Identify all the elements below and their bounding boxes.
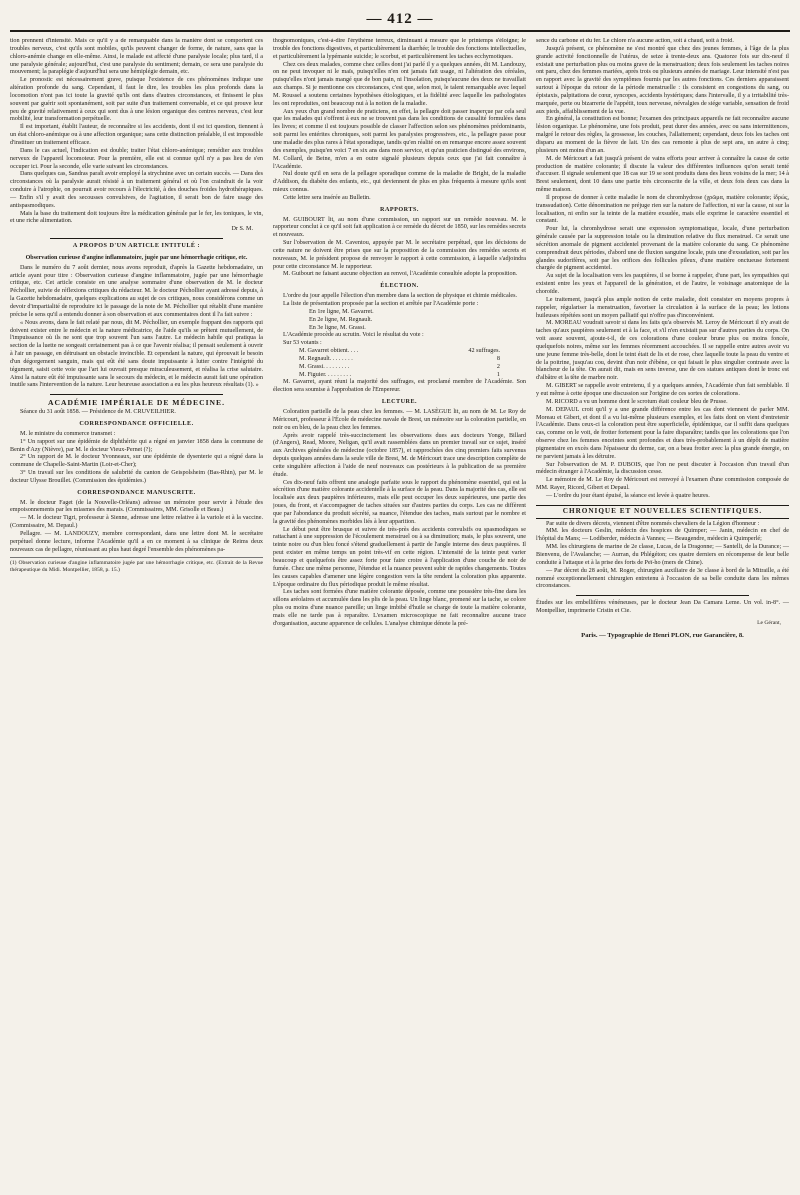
column-middle — [273, 38, 526, 1168]
paragraph: Nul doute qu'il en sera de la pellagre sporadique comme de la maladie de Bright, de la maladie d'Addison, du diabète des enfants, etc., qui deviennent de plus en plus fréquents à mesure qu'ils sont mieux connus. — [273, 171, 526, 194]
paragraph: Le traitement, jusqu'à plus ample notion de cette maladie, doit consister en moyens propres à rappeler, régulariser la menstruation, favoriser la circulation à la surface de la peau; les lotions huileuses répétées sont un moyen palliatif qui n'offre pas d'inconvénient. — [536, 296, 789, 319]
vote-name: M. Grassi. . . . . . . . . — [299, 363, 350, 370]
paragraph: M. de Méricourt a fait jusqu'à présent de vains efforts pour arriver à connaître la cause de cette production de matière colorante; il discute la valeur des différentes influences qu'on serait tenté d'accuser. Il signale seulement que 18 cas sur 19 se sont produits dans des lieux voisins de la mer; 14 à Brest seulement, dont 10 dans une partie très circonscrite de la ville, et deux fois deux cas dans la même maison. — [536, 155, 789, 194]
paragraph: Le pronostic est nécessairement grave, puisque l'existence de ces phénomènes indique une altération profonde du sang. Cependant, il faut le dire, les troubles les plus profonds dans la locomotion n'ont pas ici toute la gravité qu'ils ont dans d'autres circonstances, et finissent le plus souvent par guérir soit spontanément, soit par suite d'un traitement convenable, et ce qui prouve leur peu de gravité relativement à ceux qui sont dus à une lésion organique des centres nerveux, c'est leur mobilité, leur transformation perpétuelle. — [10, 77, 263, 123]
paragraph: Sur l'observation de M. P. DUBOIS, que l'on ne peut discuter à l'occasion d'un travail d'un médecin étranger à l'Académie, la discussion cesse. — [536, 461, 789, 476]
paragraph: MM. les docteurs Geslin, médecin des hospices de Quimper; — Janin, médecin en chef de l'hôpital du Mans; — Lodiberder, médecin à Vannes; — Beaugendre, médecin à Quimperlé; — [536, 528, 789, 543]
gerant-label: Le Gérant, — [757, 619, 781, 626]
vote-count: 2 — [496, 363, 500, 370]
column-right — [536, 38, 789, 1168]
paragraph: En général, la constitution est bonne; l'examen des principaux appareils ne fait reconnaître aucune lésion organique. Le phénomène, une fois produit, peut durer des années, avec ou sans intermittences, malgré le retour des règles, la grossesse, les couches, l'allaitement; cependant, deux fois les taches ont disparu au moment de la fièvre de lait. Un des cas remonte à plus de sept ans, un autre à cinq; plusieurs ont moins d'un an. — [536, 116, 789, 154]
paragraph: 2° Un rapport de M. le docteur Yvonneaux, sur une épidémie de dysenterie qui a régné dans la commune de Chapelle-Saint-Martin (Loir-et-Cher); — [10, 454, 263, 469]
book-notice: Études sur les embellifères vénéneuses, par le docteur Jean Da Camara Leme. Un vol. in-8°. — Montpellier, imprimerie Cristin et Cie. — [536, 600, 789, 615]
vote-name: M. Regnault. . . . . . . . — [299, 355, 353, 362]
paragraph: Dans quelques cas, Sandras paraît avoir employé la strychnine avec un certain succès. — Dans des circonstances où la paralysie aurait résisté à un traitement général et où l'on craindrait de la voir conduire à l'atrophie, on pourrait avoir recours à l'électricité, à des douches froides hydrothérapiques. — Enfin s'il y avait des secousses convulsives, de l'agitation, il serait bon de faire usage des antispasmodiques. — [10, 171, 263, 209]
vote-row — [273, 356, 526, 364]
paragraph: Au sujet de la localisation vers les paupières, il se borne à rappeler, d'une part, les sympathies qui existent entre les yeux et l'appareil de la génération, et de l'autre, le voisinage anatomique de la choroïde. — [536, 273, 789, 295]
paragraph: M. GUIBOURT lit, au nom d'une commission, un rapport sur un remède nouveau. M. le rapporteur conclut à ce qu'il soit fait application à ce remède du décret de 1850, sur les remèdes secrets et nouveaux. — [273, 216, 526, 239]
divider — [50, 238, 223, 239]
printer-imprint: Paris. — Typographie de Henri PLON, rue Garancière, 8. — [581, 631, 744, 639]
paragraph: L'Académie procède au scrutin. Voici le résultat du vote : — [283, 332, 424, 339]
paragraph: Coloration partielle de la peau chez les femmes. — M. LASÈGUE lit, au nom de M. Le Roy de Méricourt, professeur à l'École de médecine navale de Brest, un mémoire sur la coloration partielle, en noir ou en bleu, de la peau chez les femmes. — [273, 408, 526, 431]
paragraph: Après avoir rappelé très-succinctement les observations dues aux docteurs Yonge, Billard (d'Angers), Read, Moore, Neligan, qu'il avait rassemblées dans un premier travail sur ce sujet, inséré aux Archives générales de médecine (octobre 1857), et rapprochées des cinq premiers faits survenus depuis quelques années dans la seule ville de Brest, M. de Méricourt trace une description complète de cette singulière affection à l'aide de neuf nouveaux cas postérieurs à la publication de sa première étude. — [273, 432, 526, 478]
list-item: En 2e ligne, M. Regnault. — [309, 316, 373, 323]
subsection-title: ÉLECTION. — [380, 283, 419, 290]
footnote: (1) Observation curieuse d'angine inflammatoire jugée par une hémorrhagie critique, etc. (Extrait de la Revue thérapeutique du Midi. Montpellier, 1858, p. 15.) — [10, 557, 263, 574]
paragraph: thognomoniques, c'est-à-dire l'érythème terreux, diminuant à mesure que le printemps s'éloigne; le trouble des fonctions digestives, et particulièrement la diarrhée; le trouble des fonctions intellectuelles, et particulièrement la lypémanie suicide; le scorbut, et particulièrement les taches ecchymotiques. — [273, 38, 526, 60]
paragraph: M. le ministre du commerce transmet : — [20, 430, 116, 437]
paragraph: Ces dix-neuf faits offrent une analogie parfaite sous le rapport du phénomène essentiel, qui est la sécrétion d'une matière colorante accidentelle à la surface de la peau. Dans la majorité des cas, elle est localisée aux deux paupières inférieures, mais elle peut occuper les deux supérieures, une partie des joues, du front, et s'accompagner de taches situées sur d'autres parties du corps. Les cas ne diffèrent que par l'abondance du produit sécrété, sa nuance, l'étendue des taches, mais surtout par le nombre et la gravité des phénomènes morbides liés à leur apparition. — [273, 479, 526, 525]
list-item: En 3e ligne, M. Grassi. — [309, 324, 366, 331]
paragraph: tion prennent d'intensité. Mais ce qu'il y a de remarquable dans la manière dont se comportent ces troubles nerveux, c'est qu'ils sont mobiles, qu'ils peuvent changer de forme, de nature, sans que la chloro-anémie change en elle-même. Ainsi, le malade est affecté d'une paralysie locale; plus tard, il a une paralysie générale; aujourd'hui, c'est une paralysie du sentiment; demain, ce sera une paralysie du mouvement; la paraplégie d'aujourd'hui sera une hémiplégie demain, etc. — [10, 38, 263, 76]
newspaper-page — [10, 6, 790, 1176]
paragraph: Pellagre. — M. LANDOUZY, membre correspondant, dans une lettre dont M. le secrétaire perpétuel donne lecture, informe l'Académie qu'il a en ce moment à sa clinique de Reims deux nouveaux cas de pellagre, réunissant au plus haut degré l'ensemble des phénomènes pa- — [10, 530, 263, 553]
paragraph: sence du carbone et du fer. Le chlore n'a aucune action, soit à chaud, soit à froid. — [536, 38, 734, 44]
paragraph: 3° Un travail sur les conditions de salubrité du canton de Geispolsheim (Bas-Rhin), par M. le docteur Ulysse Brouillet. (Commission des épidémies.) — [10, 470, 263, 484]
paragraph: Il propose de donner à cette maladie le nom de chromhydrose (χρῶμα, matière colorante; ἱδρώς, transsudation). Cette dénomination ne préjuge rien sur la nature de l'affection, ni sur la cause, ni sur la localisation, ni enfin sur la teinte de la matière exsudée, mais elle exprime le caractère essentiel et constant. — [536, 194, 789, 225]
vote-row — [273, 348, 526, 356]
paragraph: Par suite de divers décrets, viennent d'être nommés chevaliers de la Légion d'honneur : — [546, 520, 760, 527]
paragraph: — Par décret du 28 août, M. Roger, chirurgien auxiliaire de 3e classe à bord de la Mitraille, a été nommé exceptionnellement chirurgien entretenu à l'occasion de sa belle conduite dans les mêmes circonstances. — [536, 567, 789, 590]
paragraph: 1° Un rapport sur une épidémie de diphthérite qui a régné en janvier 1858 dans la commune de Benin d'Azy (Nièvre), par M. le docteur Vieux-Pernet (?); — [10, 438, 263, 453]
paragraph: Dans le numéro du 7 août dernier, nous avons reproduit, d'après la Gazette hebdomadaire, un article ayant pour titre : Observation curieuse d'angine inflammatoire, jugée par une hémorrhagie critique, etc. Cet article consiste en une analyse sommaire d'une observation de M. le docteur Péchollier, suivie de réflexions critiques du rédacteur. M. le docteur Péchollier ayant adressé depuis, à la Gazette hebdomadaire, quelques explications au sujet de ces critiques, nous considérons comme un devoir d'impartialité de reproduire ici le passage de la note de M. Péchollier qui rétablit d'une manière précise le sens qu'il a entendu donner à son observation et aux commentaires dont il l'a fait suivre : — [10, 264, 263, 318]
paragraph: « Nous avons, dans le fait relaté par nous, dit M. Péchollier, un exemple frappant des rapports qui doivent exister entre le médecin et la nature médicatrice, de l'aide qu'ils se prêtent mutuellement, de l'impuissance où ils ne sont que trop souvent l'un sans l'autre. Le médecin habile qui pratiqua la section de la luette ne songeait certainement pas à ce que l'avenir réalisa; il pensait seulement à ouvrir à l'air un passage, en détruisant un obstacle invincible. Et cependant la nature, qui éprouvait le besoin d'un dégorgement sanguin, mais qui eût été sans doute impuissante à lutter contre l'intégrité du tégument, saisit cette voie que l'art lui ouvrait presque miraculeusement, et réalisa la crise salutaire. Ainsi la nature eût été impuissante sans le secours du médecin, et le médecin aurait fait une opération inutile sans l'intervention de la nature. Leur heureuse association a eu les plus heureux résultats (1). » — [10, 319, 263, 389]
subsection-title: CORRESPONDANCE MANUSCRITE. — [77, 489, 196, 496]
vote-name: M. Figuier. . . . . . . . . — [299, 371, 352, 378]
paragraph: M. Gavarret, ayant réuni la majorité des suffrages, est proclamé membre de l'Académie. Son élection sera soumise à l'approbation de l'Empereur. — [273, 379, 526, 394]
article-subtitle: Observation curieuse d'angine inflammatoire, jugée par une hémorrhagie critique, etc. — [25, 254, 248, 261]
paragraph: M. Guibourt ne faisant aucune objection au renvoi, l'Académie consultée adopte la proposition. — [283, 271, 518, 278]
signature: Dr S. M. — [231, 226, 253, 233]
list-item: En 1re ligne, M. Gavarret. — [309, 308, 374, 315]
column-left — [10, 38, 263, 1168]
article-title: A PROPOS D'UN ARTICLE INTITULÉ : — [72, 243, 201, 250]
paragraph: L'ordre du jour appelle l'élection d'un membre dans la section de physique et chimie médicales. — [283, 293, 518, 300]
subsection-title: RAPPORTS. — [380, 206, 419, 213]
subsection-title: LECTURE. — [381, 399, 418, 406]
paragraph: Chez ces deux malades, comme chez celles dont j'ai parlé il y a quelques années, dit M. Landouzy, on ne peut invoquer ni le maïs, puisqu'elles n'en ont jamais fait usage, ni l'altération des céréales, puisqu'elles n'ont jamais mangé que de bon pain, ni l'insolation, puisqu'aucune des deux ne travaillait aux champs. Si je mentionne ces circonstances, c'est que, selon moi, le talent remarquable avec lequel M. Roussel a soutenu certaines hypothèses étiologiques, et la fidélité avec laquelle les pathologistes les ont reproduites, ont beaucoup nui à la notion de la maladie. — [273, 61, 526, 107]
divider — [50, 394, 223, 395]
paragraph: Dans le cas actuel, l'indication est double; traiter l'état chloro-anémique; remédier aux troubles nerveux de l'appareil locomoteur. Pour la première, elle est si connue qu'il n'y a pas lieu de s'en occuper ici. Pour la seconde, elle varie suivant les circonstances. — [10, 147, 263, 170]
columns — [10, 38, 790, 1168]
page-number: — 412 — — [366, 11, 434, 27]
paragraph: Pour lui, la chromhydrose serait une expression symptomatique, locale, d'une perturbation générale causée par la suppression totale ou la diminution relative du flux menstruel. Ce serait une sécrétion anomale de pigment accidentel provenant de la matière colorante du sang. Ce phénomène comprendrait deux périodes, d'abord une de fluxion sanguine locale, puis une d'exsudation, soit par les glandes sudorifères, soit par les orifices des follicules pileux, d'une matière onctueuse fortement chargée de pigment accidentel. — [536, 226, 789, 272]
section-title-chronique: CHRONIQUE ET NOUVELLES SCIENTIFIQUES. — [536, 505, 789, 519]
paragraph: M. le docteur Faget (de la Nouvelle-Orléans) adresse un mémoire pour servir à l'étude des empoisonnements par les miasmes des marais. (Commissaires, MM. Grisolle et Beau.) — [10, 499, 263, 514]
vote-count: 42 suffrages. — [468, 348, 500, 355]
paragraph: MM. les chirurgiens de marine de 2e classe, Lucas, de la Dragonne; — Santelli, de la Durance; — Bienvenu, de l'Avalanche; — Aurran, du Phlégéton; ces quatre derniers en récompense de leur belle conduite à l'attaque et à la prise des forts de Peï-ho (mers de Chine). — [536, 544, 789, 566]
paragraph: Sur 53 votants : — [283, 340, 322, 347]
paragraph: Le mémoire de M. Le Roy de Méricourt est renvoyé à l'examen d'une commission composée de MM. Rayer, Ricord, Gibert et Depaul. — [536, 477, 789, 492]
paragraph: M. MOREAU voudrait savoir si dans les faits qu'a observés M. Leroy de Méricourt il n'y avait de taches qu'aux paupières seulement et à la face, et s'il n'en existait pas sur d'autres parties du corps. On voit assez souvent, ajoute-t-il, de ces colorations d'une couleur brune plus ou moins foncée, quelquefois noires, même sur les femmes récemment accouchées. Il se rappelle entre autres avoir vu une jeune femme très-belle, dont le teint était de lis et de rose, chez laquelle toute la peau du ventre et de la poitrine, jusqu'au cou, devint d'un noir d'ébène, ce qui faisait le plus singulier contraste avec la blancheur de la tête. On aurait dit, mais en sens inverse, une de ces statues antiques dont le tronc est d'albâtre et la tête de marbre noir. — [536, 320, 789, 382]
section-title-academie: ACADÉMIE IMPÉRIALE DE MÉDECINE. — [48, 398, 225, 408]
vote-count: 8 — [496, 355, 500, 362]
paragraph: Les taches sont formées d'une matière colorante déposée, comme une poussière très-fine dans les sillons aréolaires et accumulée dans les plis de la peau. Un linge blanc, promené sur la tache, se colore plus ou moins d'une nuance pareille; un linge imbibé d'huile se charge de toute la matière colorante, mais elle ne tarde pas à reparaître. L'examen microscopique ne fait reconnaître aucune trace d'organisation, aucune apparence de cellules. L'analyse chimique dénote la pré- — [273, 589, 526, 627]
paragraph: — L'ordre du jour étant épuisé, la séance est levée à quatre heures. — [546, 492, 710, 499]
vote-name: M. Gavarret obtient. . . . — [299, 348, 359, 355]
paragraph: Le début peut être brusque et suivre de très-près des accidents convulsifs ou spasmodiques se rattachant à une suppression de l'écoulement menstruel ou à sa diminution; mais, le plus souvent, une teinte noire ou d'un bleu foncé s'étend graduellement à partir de l'angle interne des deux paupières. Il peut exister en même temps un point très-vif en cette région. L'intensité de la teinte peut varier beaucoup et quelquefois être assez forte pour faire croire à l'application d'une couche de noir de fumée. Chez une même personne, l'étendue et la nuance peuvent subir de rapides changements. Toutes les causes capables d'amener une légère congestion vers la tête rendent la coloration plus apparente. L'époque ordinaire du flux périodique produit le même résultat. — [273, 526, 526, 588]
paragraph: M. RICORD a vu un homme dont le scrotum était couleur bleu de Prusse. — [546, 398, 728, 405]
paragraph: La liste de présentation proposée par la section et arrêtée par l'Académie porte : — [283, 301, 479, 307]
vote-count: 1 — [496, 371, 500, 378]
paragraph: M. DEPAUL croit qu'il y a une grande différence entre les cas dont viennent de parler MM. Moreau et Gibert, et dont il a vu lui-même plusieurs exemples, et les faits dont on vient d'entretenir l'Académie. Dans ceux-ci la coloration peut être superficielle, épidémique, car il suffit dans quelques cas, comme on le voit, de frotter fortement pour la faire disparaître; tandis que les colorations que l'on observe chez les femmes enceintes sont profondes et dues très-probablement à un dépôt de matière pigmentaire en excès dans l'épaisseur du derme, car, on a beau frotter avec la plus grande énergie, on ne parvient jamais à les détruire. — [536, 406, 789, 460]
paragraph: Il est important, établit l'auteur, de reconnaître si les accidents, dont il est ici question, tiennent à un état chloro-anémique ou à une affection organique; sans cette distinction préalable, il est impossible d'instituer un traitement efficace. — [10, 124, 263, 146]
paragraph: M. GIBERT se rappelle avoir entretenu, il y a quelques années, l'Académie d'un fait semblable. Il y eut même à cette époque une discussion sur l'origine de ces sortes de colorations. — [536, 383, 789, 397]
paragraph: Cette lettre sera insérée au Bulletin. — [283, 194, 371, 201]
session-line: Séance du 31 août 1858. — Présidence de M. CRUVEILHIER. — [20, 409, 176, 416]
paragraph: — M. le docteur Tigri, professeur à Sienne, adresse une lettre relative à la variole et à la vaccine. (Commissaire, M. Depaul.) — [10, 515, 263, 530]
paragraph: Sur l'observation de M. Caventou, appuyée par M. le secrétaire perpétuel, que les décisions de cette nature ne doivent être prises que sur la proposition de la commission des remèdes secrets et nouveaux, M. le président propose de renvoyer le rapport à cette commission, à laquelle s'adjoindra pour cette circonstance M. le rapporteur. — [273, 240, 526, 270]
subsection-title: CORRESPONDANCE OFFICIELLE. — [79, 420, 194, 427]
vote-row — [273, 364, 526, 372]
page-header — [10, 6, 790, 32]
paragraph: Jusqu'à présent, ce phénomène ne s'est montré que chez des jeunes femmes, à l'âge de la plus grande activité fonctionnelle de l'utérus, de seize à trente-deux ans. Quatorze fois sur dix-neuf il existait une perturbation plus ou moins grave de la menstruation; deux fois seulement les taches noires ont paru, chez des femmes mariées, après trois ou plusieurs années de mariage. Leur intensité n'est pas en rapport avec la gravité des symptômes fournis par les autres fonctions. Ces derniers apparaissent surtout à l'époque du retour de la période menstruelle : ils consistent en congestions du sang, ou épistaxis, palpitations de cœur, syncopes, accidents hystériques; dans l'intervalle, il y a irritabilité très-marquée, perte ou bizarrerie de l'appétit, toux nerveuse, névralgies de siége variable, sensation de froid aux pieds, affaiblissement de la vue. — [536, 45, 789, 115]
divider — [576, 595, 749, 596]
paragraph: Mais la base du traitement doit toujours être la médication générale par le fer, les toniques, le vin, et une riche alimentation. — [10, 210, 263, 225]
paragraph: Aux yeux d'un grand nombre de praticiens, en effet, la pellagre doit passer inaperçue par cela seul que les malades qui s'offrent à eux ne se trouvent pas dans les conditions de causalité formulées dans les livres; et comme il est toujours possible de classer l'affection selon ses phénomènes prédominants, soit parmi les entérites chroniques, soit parmi les paralysies progressives, etc., la pellagre passe pour une maladie des plus rares à l'état sporadique, tandis qu'en réalité on en remarque encore assez souvent des exemples, puisqu'en voici 7 en six ans dans mon service, et qu'un praticien distingué des environs, M. Collard, de Beine, m'en a en outre signalé plusieurs depuis ceux que j'ai fait connaître à l'Académie. — [273, 108, 526, 170]
